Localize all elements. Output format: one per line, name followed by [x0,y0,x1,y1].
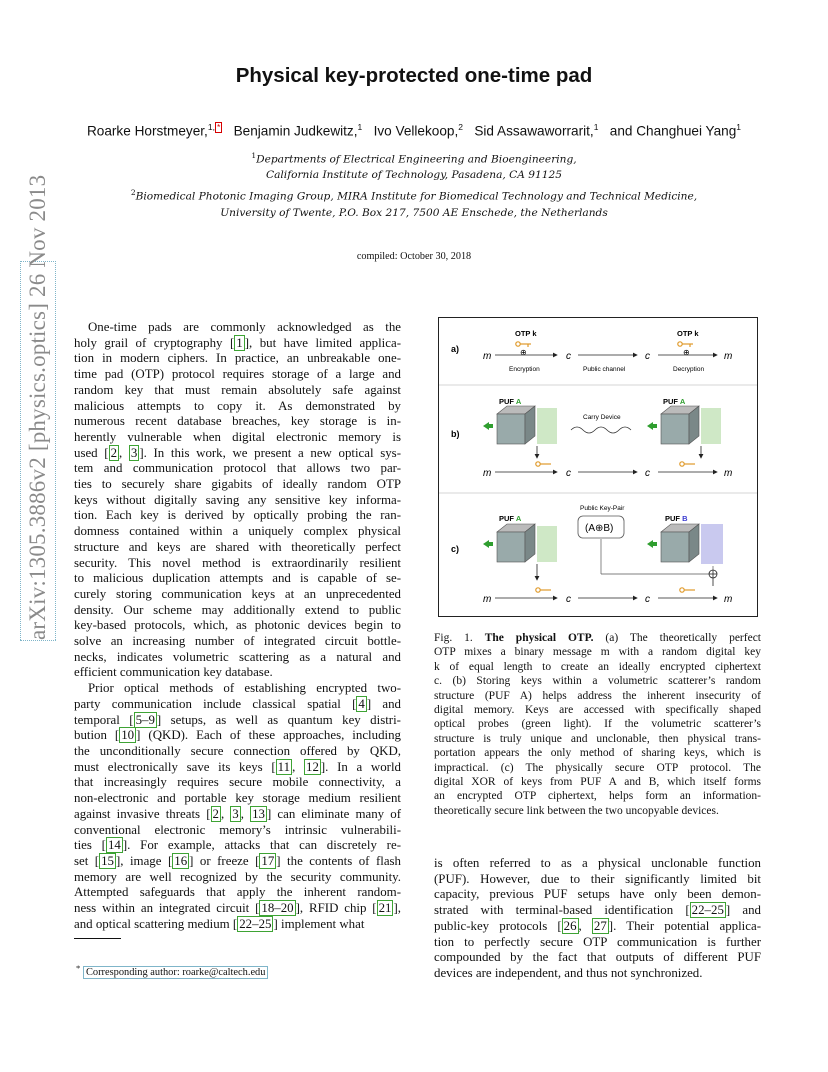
author-affiliation-mark: 2 [458,122,463,132]
caption-line: Fig. 1. The physical OTP. (a) The theoretically perfect [434,632,761,644]
carry-wave-icon [571,427,631,433]
text-line: tion to perfectly secure OTP communication is further [434,934,761,949]
text-line: ties [ 14 ]. For example, attacks that can discretely re- [74,838,401,853]
puf-cube-icon [497,524,557,562]
message-m: m [724,351,733,362]
text-line: structure and keys are shared with theoretically perfect [74,539,401,554]
ciphertext-c: c [645,351,650,362]
puf-cube-icon [661,406,721,444]
affiliation-1-line-1: $^1$Departments of Electrical Engineering and Bioengineering, [251,151,577,166]
xor-symbol: ⊕ [683,348,690,357]
text-line: set [ 15 ], image [ 16 ] or freeze [ 17 ] the contents of flash [74,853,401,868]
text-line: ness within an integrated circuit [ 18–20 ], RFID chip [ 21 ], [74,901,401,916]
text-line: domness contained within a uniquely complex physical [74,524,401,539]
author-affiliation-mark: 1 [357,122,363,132]
text-line: holy grail of cryptography [ 1 ], but have limited applica- [74,335,401,350]
text-line: public-key protocols [ 26 , 27 ]. Their potential applica- [434,918,761,933]
text-line: malicious attempts to copy it. As demonstrated by [74,398,401,413]
text-line: against invasive threats [ 2 , 3 , 13 ] can eliminate many of [74,806,401,821]
light-probe-arrow-icon [647,422,657,430]
citation-link[interactable]: 5–9 [135,712,155,727]
light-probe-arrow-icon [647,540,657,548]
text-line: tion in modern ciphers. In practice, an unbreakable one- [74,351,401,366]
ciphertext-c: c [645,594,650,605]
affiliation-1-line-2: California Institute of Technology, Pasadena, CA 91125 [266,169,562,181]
caption-line: k of equal length to create an ideally encrypted ciphertext [434,660,761,673]
text-line: bution [ 10 ] (QKD). Each of these approaches, including [74,728,401,743]
key-icon [680,588,695,592]
author-name: Benjamin Judkewitz, [233,123,358,139]
light-probe-arrow-icon [483,540,493,548]
caption-line: theoretically secure link between the two uncopyable devices. [434,804,719,817]
text-line: ties to securely share gigabits of ideally random OTP [74,477,401,492]
author-affiliation-mark: 1 [593,122,599,132]
text-line: tem and communication protocol that allows two par- [74,461,401,476]
message-m: m [724,594,733,605]
text-line: is often referred to as a physical unclonable function [434,856,761,870]
author-list [0,122,828,139]
otp-key-label-right: OTP k [677,329,699,338]
citation-link[interactable]: 13 [252,806,265,821]
key-icon [536,462,551,466]
ciphertext-c: c [566,468,571,479]
text-line: conventional electronic memory’s intrinsic vulnerabili- [74,822,401,837]
citation-link[interactable]: 26 [563,918,577,933]
citation-link[interactable]: 14 [107,838,121,853]
citation-link[interactable]: 27 [593,918,607,933]
figure-1 [438,317,758,617]
figure-1-diagram [439,318,757,616]
text-line: compounded by the fact that outputs of different PUF [434,950,761,965]
caption-line: structure is truly unique and unclonable, then physical trans- [434,732,761,745]
author-name: Ivo Vellekoop, [373,123,459,139]
text-line: Prior optical methods of establishing encrypted two- [88,681,401,696]
encryption-label: Encryption [509,366,540,373]
message-m: m [483,468,492,479]
corresponding-author-email-link[interactable]: Corresponding author: roarke@caltech.edu [83,966,269,979]
xor-symbol: ⊕ [520,348,527,357]
paragraph-intro [74,320,401,681]
text-line: keys without digitally saving any sensitive key informa- [74,492,401,507]
citation-link[interactable]: 11 [277,759,291,774]
text-line: memory are well recognized by the security community. [74,869,401,884]
text-line: tion. Each key is derived by optically probing the ran- [74,508,401,523]
ciphertext-c: c [566,594,571,605]
text-line: time pad (OTP) protocol requires storage of a large and [74,367,401,382]
row-label-a: a) [451,344,460,354]
footnote-mark: * [76,963,81,973]
citation-link[interactable]: 22–25 [691,903,724,918]
author-affiliation-mark: 1, [207,122,215,132]
key-icon [680,462,695,466]
caption-line: c. (b) Storing keys within a volumetric scatterer’s random [434,675,761,688]
ciphertext-c: c [645,468,650,479]
puf-cube-icon [497,406,557,444]
arxiv-sidebar-stamp: arXiv:1305.3886v2 [physics.optics] 26 Nov 2013 [20,261,56,641]
citation-link[interactable]: 1 [236,335,243,350]
text-line: party communication include classical spatial [ 4 ] and [74,696,401,711]
text-line: temporal [ 5–9 ] setups, as well as quantum key distri- [74,712,401,727]
citation-link[interactable]: 3 [130,445,138,460]
carry-device-label: Carry Device [583,414,621,421]
citation-link[interactable]: 18–20 [261,901,294,916]
decryption-label: Decryption [673,366,705,373]
author-affiliation-mark: 1 [736,122,742,132]
corresponding-author-link[interactable]: * [216,122,221,132]
text-line: that increasingly requires secure mobile connectivity, a [74,775,401,790]
citation-link[interactable]: 21 [378,901,392,916]
puf-a-label: PUF A [499,514,522,523]
caption-line: structure (PUF A) helps address the inherent insecurity of [434,689,761,702]
citation-link[interactable]: 16 [174,853,188,868]
paper-title: Physical key-protected one-time pad [235,64,593,87]
row-label-c: c) [451,544,460,554]
key-icon [536,588,551,592]
author-name: Roarke Horstmeyer, [86,123,208,139]
citation-link[interactable]: 4 [358,696,365,711]
caption-line: OTP mixes a binary message m with a random digital key [434,646,761,659]
text-line: numerous recent database breaches, key storage is in- [74,414,401,429]
citation-link[interactable]: 2 [110,445,118,460]
caption-line: digital XOR of keys from PUF A and B, which itself forms [434,776,761,789]
citation-link[interactable]: 15 [101,853,114,868]
affiliation-2-line-2: University of Twente, P.O. Box 217, 7500 AE Enschede, the Netherlands [220,207,608,219]
text-line: One-time pads are commonly acknowledged as the [88,320,401,334]
public-channel-label: Public channel [583,366,626,373]
text-line: efficient communication key database. [74,665,273,680]
caption-line: portation appears the only method of sharing keys, which is [434,747,761,760]
message-m: m [483,594,492,605]
text-line: (PUF). However, due to their significantly limited bit [434,871,761,886]
right-column-body [434,856,761,982]
caption-line: optical probes (green light). If the volumetric scatterer’s [434,718,761,731]
text-line: and optical scattering medium [ 22–25 ] implement what [74,916,365,931]
puf-a-label: PUF A [499,397,522,406]
row-label-b: b) [451,429,460,439]
message-m: m [724,468,733,479]
otp-key-label-left: OTP k [515,329,537,338]
key-icon [678,342,693,347]
footnote-rule [74,938,121,939]
puf-b-label: PUF B [665,514,688,523]
text-line: curely storing communication keys at an unprecedented [74,586,401,601]
text-line: non-electronic and portable key storage medium resilient [74,791,401,806]
text-line: capacity, previous PUF setups have only been demon- [434,887,761,902]
text-line: key-based protocols, which, as photonic devices begin to [74,618,401,633]
text-line: security. This novel method is extraordinarily resilient [74,555,401,570]
author-name: Sid Assawaworrarit, [474,123,594,139]
citation-link[interactable]: 22–25 [239,916,272,931]
message-m: m [483,351,492,362]
text-line: necks, indicates volumetric scattering as a natural and [74,649,401,664]
key-pair-text: (A⊕B) [585,523,614,534]
text-line: the unconditionally secure connection offered by QKD, [74,743,401,758]
citation-link[interactable]: 3 [232,806,239,821]
caption-line: impractical. (c) The physically secure OTP protocol. The [434,761,761,774]
ciphertext-c: c [566,351,571,362]
text-line: solve an increasing number of integrated circuit bottle- [74,634,401,649]
text-line: density. Our scheme may additionally extend to public [74,602,401,617]
text-line: devices are independent, and thus not synchronized. [434,965,703,980]
citation-link[interactable]: 12 [306,759,319,774]
caption-line: an encrypted OTP ciphertext, helps form an information- [434,790,761,803]
text-line: must electronically save its keys [ 11 , 12 ]. In a world [74,759,401,774]
citation-link[interactable]: 10 [121,728,135,743]
citation-link[interactable]: 17 [261,853,275,868]
footnote [76,963,268,978]
text-line: to malicious duplication attempts and is capable of se- [74,571,401,586]
text-line: herently vulnerable when digital electronic memory is [74,429,401,444]
figure-1-caption [434,631,761,818]
caption-line: digital memory. Keys are accessed with specifically shaped [434,704,761,717]
puf-a-label: PUF A [663,397,686,406]
text-line: strated with terminal-based identification [ 22–25 ] and [434,903,761,918]
public-key-pair-label: Public Key-Pair [580,505,625,512]
left-column-body [74,320,401,932]
text-line: used [ 2 , 3 ]. In this work, we present a new optical sys- [74,445,401,460]
affiliation-2-line-1: $^2$Biomedical Photonic Imaging Group, MIRA Institute for Biomedical Technology and Technical Medicine, [130,188,698,203]
paragraph-prior-methods [74,681,401,932]
light-probe-arrow-icon [483,422,493,430]
citation-link[interactable]: 2 [212,806,219,821]
puf-cube-icon [661,524,723,564]
text-line: Attempted safeguards that apply the inherent random- [74,885,401,900]
compiled-date: compiled: October 30, 2018 [356,251,472,262]
key-icon [516,342,531,347]
author-name: and Changhuei Yang [609,123,737,139]
text-line: random key that must remain absolutely safe against [74,382,401,397]
